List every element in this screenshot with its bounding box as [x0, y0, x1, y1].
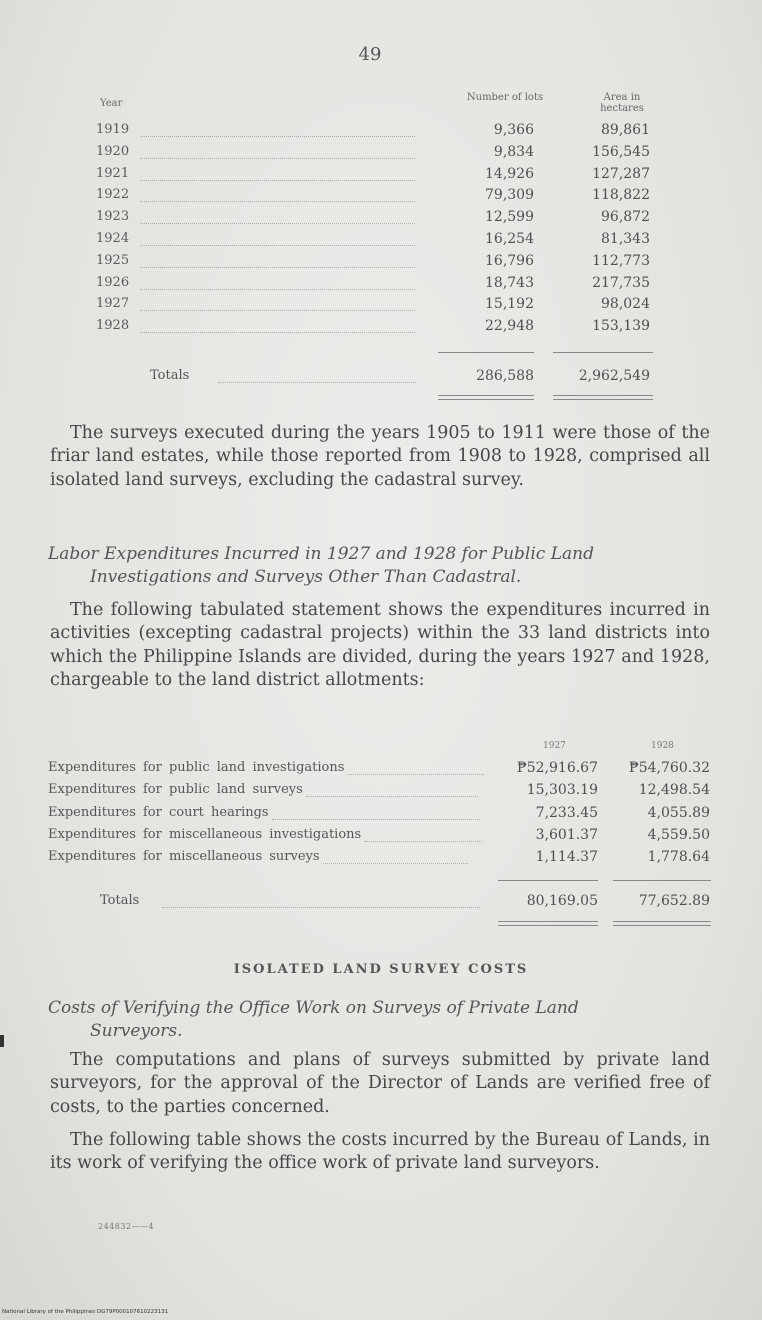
- table-row: [0, 122, 762, 144]
- table-row: [0, 318, 762, 340]
- dot-leader: [140, 245, 415, 246]
- dot-leader: [272, 819, 480, 820]
- year-cell: 1920: [96, 143, 130, 159]
- lots-cell: 12,599: [485, 209, 534, 226]
- value-1927: 1,114.37: [535, 849, 598, 866]
- lots-cell: 18,743: [485, 274, 534, 291]
- paragraph-text: The computations and plans of surveys submitted by private land surveyors, for the approval of the Director of Lands are verified free of costs, to the parties concerned.: [50, 1049, 710, 1117]
- total-double-rule-1928: [613, 921, 711, 926]
- heading-line-1: Costs of Verifying the Office Work on Surveys of Private Land: [48, 998, 579, 1018]
- table-row: [0, 782, 762, 804]
- heading-verifying-costs: [48, 997, 716, 1043]
- paragraph-surveys-executed: [50, 422, 710, 493]
- area-cell: 112,773: [592, 252, 650, 269]
- dot-leader: [162, 907, 480, 908]
- printer-signature: 244832——4: [98, 1222, 155, 1231]
- value-1928: ₱54,760.32: [628, 760, 710, 776]
- year-cell: 1923: [96, 209, 130, 225]
- value-1928: 4,055.89: [647, 804, 710, 821]
- year-cell: 1928: [96, 318, 130, 334]
- table-row: [0, 253, 762, 275]
- dot-leader: [140, 223, 415, 224]
- dot-leader: [140, 136, 415, 137]
- dot-leader: [140, 180, 415, 181]
- table-row: [0, 296, 762, 318]
- lots-cell: 9,366: [493, 122, 534, 138]
- expenditure-label: Expenditures for public land investigations: [48, 760, 345, 775]
- binding-mark: [0, 1035, 4, 1047]
- table-row: [0, 849, 762, 871]
- column-header-area: Area in hectares: [600, 92, 644, 114]
- table-row: [0, 760, 762, 782]
- year-cell: 1924: [96, 231, 130, 246]
- table-row: [0, 144, 762, 166]
- heading-line-1: Labor Expenditures Incurred in 1927 and 1928 for Public Land: [48, 544, 594, 564]
- area-cell: 81,343: [601, 231, 650, 247]
- value-1927: 7,233.45: [535, 804, 598, 821]
- area-cell: 118,822: [592, 187, 650, 204]
- paragraph-text: The following tabulated statement shows the expenditures incurred in activities (excepting cadastral projects) within the 33 land districts into which the Philippine Islands are divided, during the years 1927 and 1928, chargeable to the land district allotments:: [50, 599, 710, 690]
- totals-label: Totals: [150, 368, 190, 383]
- subtotal-rule-lots: [438, 352, 534, 353]
- column-header-lots: Number of lots: [466, 92, 544, 103]
- totals-1927: 80,169.05: [526, 893, 598, 909]
- year-cell: 1927: [96, 296, 130, 312]
- area-cell: 96,872: [601, 209, 650, 226]
- subtotal-rule-area: [553, 352, 653, 353]
- table-row: [0, 209, 762, 231]
- dot-leader: [364, 841, 482, 842]
- area-cell: 89,861: [601, 122, 650, 138]
- area-cell: 98,024: [601, 296, 650, 313]
- subtotal-rule-1927: [498, 880, 598, 881]
- paragraph-following-table: [50, 1129, 710, 1176]
- total-double-rule-1927: [498, 921, 598, 926]
- table-row: [0, 166, 762, 188]
- expenditure-label: Expenditures for court hearings: [48, 804, 269, 820]
- heading-line-2: Investigations and Surveys Other Than Cadastral.: [90, 567, 522, 587]
- table-row: [0, 187, 762, 209]
- expenditures-totals-row: [0, 893, 762, 915]
- year-cell: 1919: [96, 122, 130, 137]
- table-row: [0, 231, 762, 253]
- dot-leader: [140, 310, 415, 311]
- expenditure-label: Expenditures for public land surveys: [48, 782, 303, 798]
- value-1928: 4,559.50: [647, 826, 710, 843]
- year-cell: 1926: [96, 274, 130, 290]
- year-cell: 1921: [96, 165, 130, 181]
- value-1927: 3,601.37: [535, 826, 598, 843]
- area-cell: 127,287: [592, 165, 650, 182]
- paragraph-text: The surveys executed during the years 1905 to 1911 were those of the friar land estates, while those reported from 1908 to 1928, comprised all isolated land surveys, excluding the cadastral survey.: [50, 422, 710, 490]
- table-row: [0, 827, 762, 849]
- totals-lots: 286,588: [476, 368, 534, 384]
- subtotal-rule-1928: [613, 880, 711, 881]
- dot-leader: [306, 796, 478, 797]
- dot-leader: [347, 774, 484, 775]
- value-1928: 12,498.54: [638, 782, 710, 799]
- totals-area: 2,962,549: [578, 368, 650, 384]
- paragraph-tabulated-statement: [50, 599, 710, 693]
- page-number: 49: [358, 44, 382, 65]
- expenditure-label: Expenditures for miscellaneous surveys: [48, 849, 320, 865]
- column-header-1927: 1927: [543, 741, 566, 751]
- dot-leader: [218, 382, 416, 383]
- year-cell: 1925: [96, 252, 130, 268]
- total-double-rule-lots: [438, 395, 534, 400]
- value-1927: ₱52,916.67: [516, 760, 598, 776]
- heading-labor-expenditures: [48, 543, 716, 589]
- scan-credit: National Library of the Philippines DG79P000107610223131: [2, 1309, 169, 1315]
- section-title: ISOLATED LAND SURVEY COSTS: [233, 962, 529, 977]
- dot-leader: [323, 863, 468, 864]
- column-header-1928: 1928: [651, 741, 674, 751]
- year-cell: 1922: [96, 187, 130, 203]
- area-cell: 217,735: [592, 274, 650, 291]
- area-cell: 156,545: [592, 143, 650, 160]
- area-cell: 153,139: [592, 318, 650, 335]
- lots-cell: 79,309: [485, 187, 534, 204]
- table-row: [0, 805, 762, 827]
- value-1928: 1,778.64: [647, 849, 710, 866]
- column-header-year: Year: [100, 98, 123, 109]
- lots-cell: 14,926: [485, 165, 534, 182]
- dot-leader: [140, 158, 415, 159]
- total-double-rule-area: [553, 395, 653, 400]
- lots-cell: 22,948: [485, 318, 534, 335]
- dot-leader: [140, 267, 415, 268]
- lots-cell: 15,192: [485, 296, 534, 313]
- lots-cell: 9,834: [493, 143, 534, 160]
- lots-cell: 16,796: [485, 252, 534, 269]
- totals-1928: 77,652.89: [638, 893, 710, 909]
- dot-leader: [140, 201, 415, 202]
- value-1927: 15,303.19: [526, 782, 598, 799]
- expenditure-label: Expenditures for miscellaneous investigations: [48, 826, 362, 842]
- paragraph-computations: [50, 1049, 710, 1120]
- paragraph-text: The following table shows the costs incurred by the Bureau of Lands, in its work of verifying the office work of private land surveyors.: [50, 1129, 710, 1173]
- dot-leader: [140, 289, 415, 290]
- lots-cell: 16,254: [485, 231, 534, 247]
- table-totals-row: [0, 368, 762, 390]
- table-row: [0, 275, 762, 297]
- dot-leader: [140, 332, 415, 333]
- totals-label: Totals: [100, 893, 140, 908]
- heading-line-2: Surveyors.: [90, 1021, 183, 1041]
